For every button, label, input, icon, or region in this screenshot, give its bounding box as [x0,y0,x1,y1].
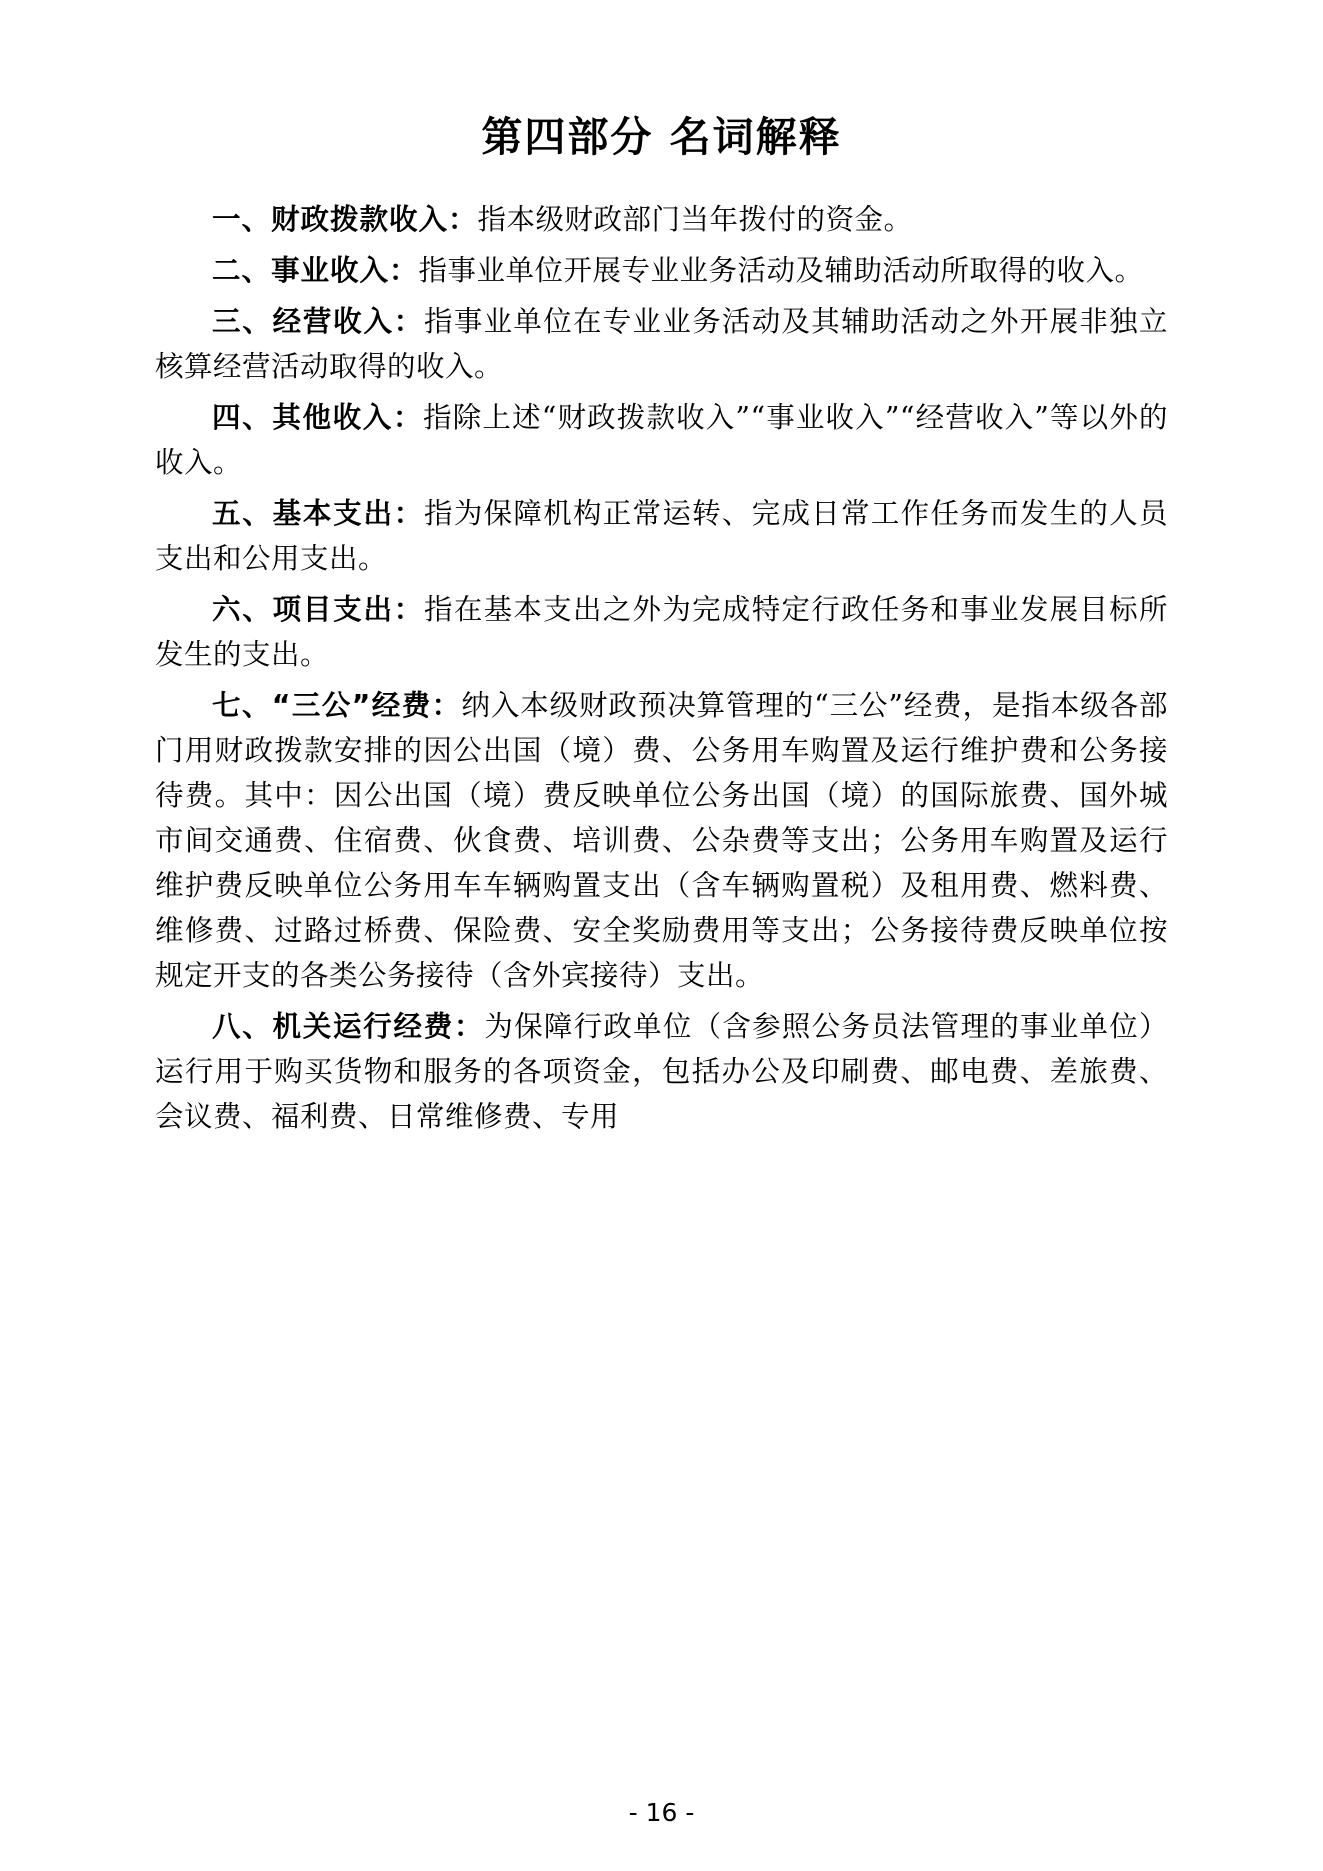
paragraph-4 [155,395,1168,485]
paragraph-3 [155,299,1168,389]
paragraph-1-text: 指本级财政部门当年拨付的资金。 [477,203,913,236]
paragraph-6-text: 指在基本支出之外为完成特定行政任务和事业发展目标所发生的支出。 [155,593,1168,672]
paragraph-2-text: 指事业单位开展专业业务活动及辅助活动所取得的收入。 [418,254,1144,288]
paragraph-5 [155,491,1168,581]
paragraph-6-term: 六、项目支出： [212,593,425,627]
document-body [155,197,1168,1139]
paragraph-5-term: 五、基本支出： [212,497,425,531]
paragraph-3-term: 三、经营收入： [212,305,425,339]
paragraph-7-text: 纳入本级财政预决算管理的“三公”经费，是指本级各部门用财政拨款安排的因公出国（境）费、公务用车购置及运行维护费和公务接待费。其中：因公出国（境）费反映单位公务出国（境）的国际旅费、国外城市间交通费、住宿费、伙食费、培训费、公杂费等支出；公务用车购置及运行维护费反映单位公务用车车辆购置支出（含车辆购置税）及租用费、燃料费、维修费、过路过桥费、保险费、安全奖励费用等支出；公务接待费反映单位按规定开支的各类公务接待（含外宾接待）支出。 [155,689,1168,993]
page-number: - 16 - [628,1798,695,1827]
paragraph-6 [155,587,1168,677]
paragraph-8-term: 八、机关运行经费： [212,1010,485,1044]
paragraph-1-term: 一、财政拨款收入： [212,203,478,236]
paragraph-7 [155,683,1168,998]
paragraph-8 [155,1004,1168,1139]
paragraph-3-text: 指事业单位在专业业务活动及其辅助活动之外开展非独立核算经营活动取得的收入。 [155,305,1168,384]
paragraph-1 [155,197,1168,242]
paragraph-2 [155,248,1168,293]
paragraph-4-text: 指除上述“财政拨款收入”“事业收入”“经营收入”等以外的收入。 [155,401,1168,480]
paragraph-4-term: 四、其他收入： [212,401,424,435]
paragraph-8-text: 为保障行政单位（含参照公务员法管理的事业单位）运行用于购买货物和服务的各项资金，包括办公及印刷费、邮电费、差旅费、会议费、福利费、日常维修费、专用 [155,1010,1168,1134]
page-title: 第四部分 名词解释 [481,113,842,161]
paragraph-2-term: 二、事业收入： [212,254,419,288]
paragraph-5-text: 指为保障机构正常运转、完成日常工作任务而发生的人员支出和公用支出。 [155,497,1168,576]
paragraph-7-term: 七、“三公”经费： [212,689,462,723]
